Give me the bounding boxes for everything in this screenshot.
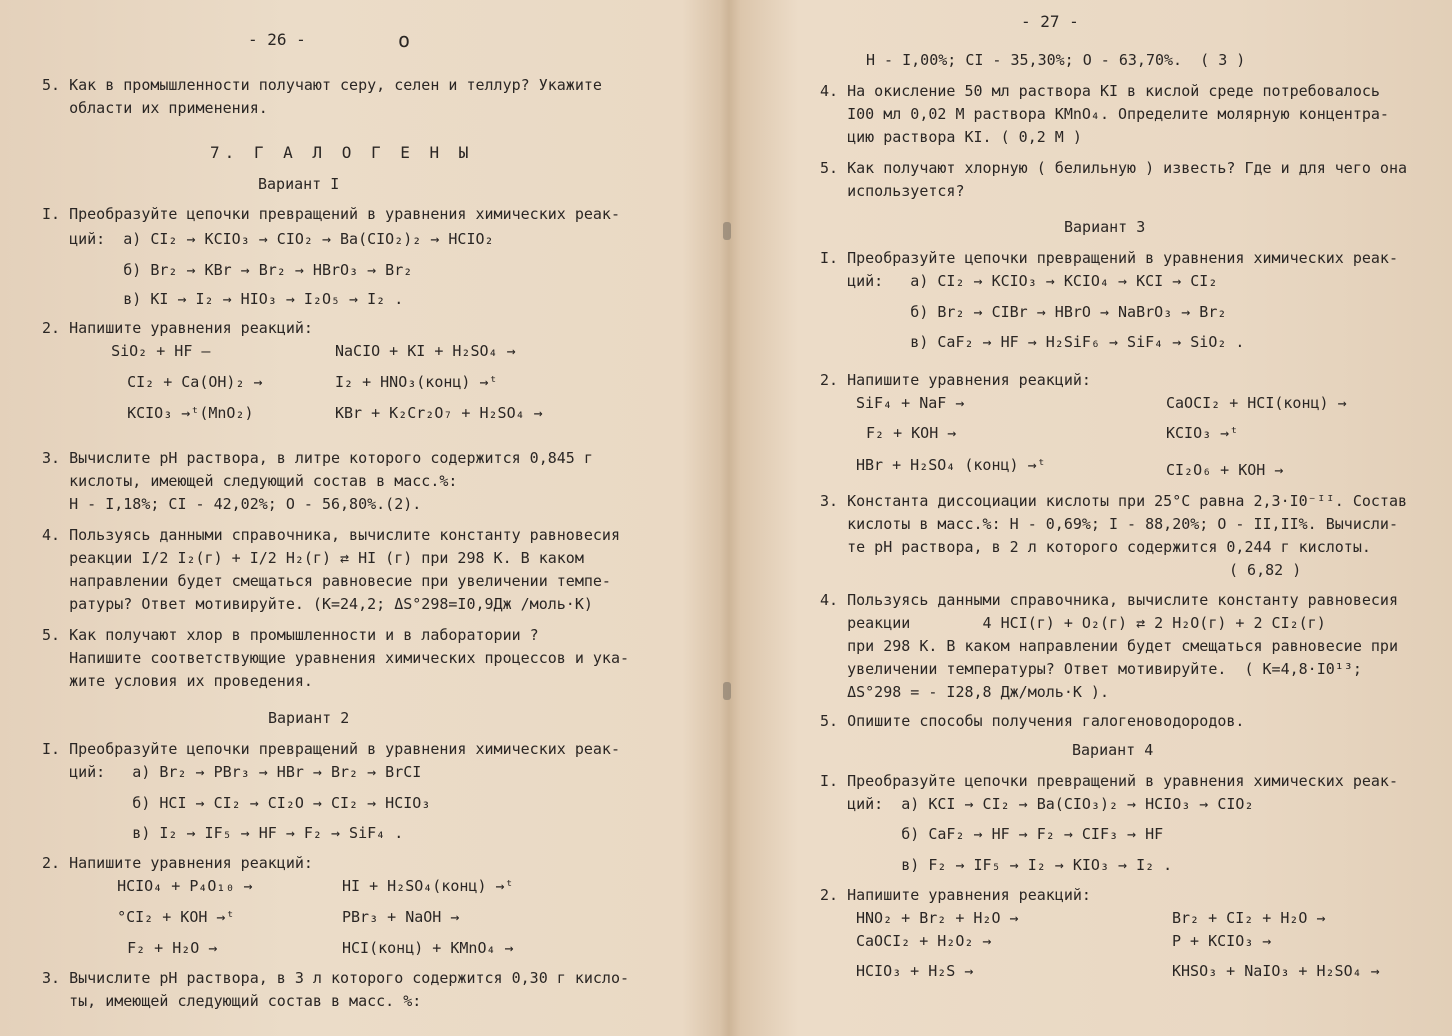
text-line: ций: а) CI₂ → KCIO₃ → KCIO₄ → KCI → CI₂: [820, 272, 1218, 290]
text-line: I. Преобразуйте цепочки превращений в уравнения химических реак-: [820, 249, 1398, 267]
text-line: ций: а) KCI → CI₂ → Ba(CIO₃)₂ → HCIO₃ → CIO₂: [820, 795, 1254, 813]
right-page: [726, 0, 1452, 1036]
text-line: I. Преобразуйте цепочки превращений в уравнения химических реак-: [820, 772, 1398, 790]
ink-mark: о: [398, 28, 411, 52]
page-number: - 27 -: [1021, 12, 1079, 31]
text-line: ΔS°298 = - I28,8 Дж/моль·К ).: [820, 683, 1109, 701]
text-line: Напишите соответствующие уравнения химических процессов и ука-: [42, 649, 629, 667]
text-line: направлении будет смещаться равновесие при увеличении темпе-: [42, 572, 611, 590]
equation: CI₂ + Ca(OH)₂ →: [100, 373, 263, 391]
text-line: 5. Как в промышленности получают серу, селен и теллур? Укажите: [42, 76, 602, 94]
equation: HCI(конц) + KMnO₄ →: [342, 939, 514, 957]
equation: CaOCI₂ + HCI(конц) →: [1166, 394, 1347, 412]
text-line: 3. Константа диссоциации кислоты при 25°C равна 2,3·I0⁻ᴵᴵ. Состав: [820, 492, 1407, 510]
text-line: жите условия их проведения.: [42, 672, 313, 690]
text-line: 2. Напишите уравнения реакций:: [42, 854, 313, 872]
equation: Br₂ + CI₂ + H₂O →: [1172, 909, 1326, 927]
equation: HI + H₂SO₄(конц) →ᵗ: [342, 877, 514, 895]
text-line: используется?: [820, 182, 965, 200]
text-line: H - I,18%; CI - 42,02%; O - 56,80%.(2).: [42, 495, 422, 513]
answer: ( 6,82 ): [1229, 561, 1302, 579]
page-number: - 26 -: [248, 30, 306, 49]
text-line: те pH раствора, в 2 л которого содержится 0,244 г кислоты.: [820, 538, 1371, 556]
equation: CaOCI₂ + H₂O₂ →: [856, 932, 992, 950]
text-line: кислоты в масс.%: H - 0,69%; I - 88,20%; O - II,II%. Вычисли-: [820, 515, 1398, 533]
equation: HCIO₃ + H₂S →: [856, 962, 974, 980]
text-line: 3. Вычислите pH раствора, в литре которого содержится 0,845 г: [42, 449, 593, 467]
text-line: реакции I/2 I₂(г) + I/2 H₂(г) ⇄ HI (г) при 298 К. В каком: [42, 549, 584, 567]
text-line: 4. На окисление 50 мл раствора KI в кислой среде потребовалось: [820, 82, 1380, 100]
text-line: в) KI → I₂ → HIO₃ → I₂O₅ → I₂ .: [42, 290, 404, 308]
text-line: 4. Пользуясь данными справочника, вычислите константу равновесия: [42, 526, 620, 544]
equation: HBr + H₂SO₄ (конц) →ᵗ: [856, 456, 1046, 474]
text-line: цию раствора KI. ( 0,2 М ): [820, 128, 1082, 146]
text-line: ратуры? Ответ мотивируйте. (K=24,2; ΔS°298=I0,9Дж /моль·К): [42, 595, 593, 613]
equation: I₂ + HNO₃(конц) →ᵗ: [335, 373, 498, 391]
variant-heading: Вариант 4: [1072, 741, 1154, 759]
equation: CI₂O₆ + KOH →: [1166, 461, 1284, 479]
text-line: б) HCI → CI₂ → CI₂O → CI₂ → HCIO₃: [42, 794, 431, 812]
text-line: в) F₂ → IF₅ → I₂ → KIO₃ → I₂ .: [820, 856, 1173, 874]
text-line: б) CaF₂ → HF → F₂ → CIF₃ → HF: [820, 825, 1164, 843]
variant-heading: Вариант 2: [268, 709, 350, 727]
text-line: 2. Напишите уравнения реакций:: [820, 371, 1091, 389]
text-line: I00 мл 0,02 М раствора KMnO₄. Определите молярную концентра-: [820, 105, 1389, 123]
equation: KBr + K₂Cr₂O₇ + H₂SO₄ →: [335, 404, 543, 422]
text-line: увеличении температуры? Ответ мотивируйте. ( K=4,8·I0¹³;: [820, 660, 1362, 678]
text-line: в) CaF₂ → HF → H₂SiF₆ → SiF₄ → SiO₂ .: [820, 333, 1245, 351]
text-line: б) Br₂ → CIBr → HBrO → NaBrO₃ → Br₂: [820, 303, 1227, 321]
variant-heading: Вариант I: [258, 175, 340, 193]
equation: NaCIO + KI + H₂SO₄ →: [335, 342, 516, 360]
text-line: кислоты, имеющей следующий состав в масс.%:: [42, 472, 458, 490]
equation: P + KCIO₃ →: [1172, 932, 1272, 950]
text-line: ций: а) Br₂ → PBr₃ → HBr → Br₂ → BrCI: [42, 763, 422, 781]
text-line: 2. Напишите уравнения реакций:: [42, 319, 313, 337]
equation: PBr₃ + NaOH →: [342, 908, 460, 926]
equation: KCIO₃ →ᵗ(MnO₂): [100, 404, 254, 422]
text-line: 2. Напишите уравнения реакций:: [820, 886, 1091, 904]
equation: F₂ + KOH →: [866, 424, 957, 442]
equation: SiF₄ + NaF →: [856, 394, 965, 412]
equation: °CI₂ + KOH →ᵗ: [90, 908, 235, 926]
equation: F₂ + H₂O →: [100, 939, 218, 957]
text-line: I. Преобразуйте цепочки превращений в уравнения химических реак-: [42, 740, 620, 758]
text-line: 5. Как получают хлорную ( белильную ) известь? Где и для чего она: [820, 159, 1407, 177]
text-line: б) Br₂ → KBr → Br₂ → HBrO₃ → Br₂: [42, 261, 413, 279]
equation: KCIO₃ →ᵗ: [1166, 424, 1239, 442]
section-title: 7. Г А Л О Г Е Н Ы: [210, 143, 474, 162]
text-line: ций: а) CI₂ → KCIO₃ → CIO₂ → Ba(CIO₂)₂ → HCIO₂: [42, 230, 494, 248]
text-line: в) I₂ → IF₅ → HF → F₂ → SiF₄ .: [42, 824, 404, 842]
text-line: области их применения.: [42, 99, 268, 117]
equation: HNO₂ + Br₂ + H₂O →: [856, 909, 1019, 927]
equation: SiO₂ + HF —: [84, 342, 211, 360]
text-line: реакции 4 HCI(г) + O₂(г) ⇄ 2 H₂O(г) + 2 CI₂(г): [820, 614, 1326, 632]
text-line: 4. Пользуясь данными справочника, вычислите константу равновесия: [820, 591, 1398, 609]
equation: KHSO₃ + NaIO₃ + H₂SO₄ →: [1172, 962, 1380, 980]
text-line: 5. Как получают хлор в промышленности и в лаборатории ?: [42, 626, 539, 644]
variant-heading: Вариант 3: [1064, 218, 1146, 236]
equation: HCIO₄ + P₄O₁₀ →: [90, 877, 253, 895]
text-line: 5. Опишите способы получения галогеноводородов.: [820, 712, 1245, 730]
text-line: при 298 К. В каком направлении будет смещаться равновесие при: [820, 637, 1398, 655]
text-line: H - I,00%; CI - 35,30%; O - 63,70%. ( 3 ): [866, 51, 1246, 69]
text-line: I. Преобразуйте цепочки превращений в уравнения химических реак-: [42, 205, 620, 223]
text-line: 3. Вычислите pH раствора, в 3 л которого содержится 0,30 г кисло-: [42, 969, 629, 987]
text-line: ты, имеющей следующий состав в масс. %:: [42, 992, 422, 1010]
